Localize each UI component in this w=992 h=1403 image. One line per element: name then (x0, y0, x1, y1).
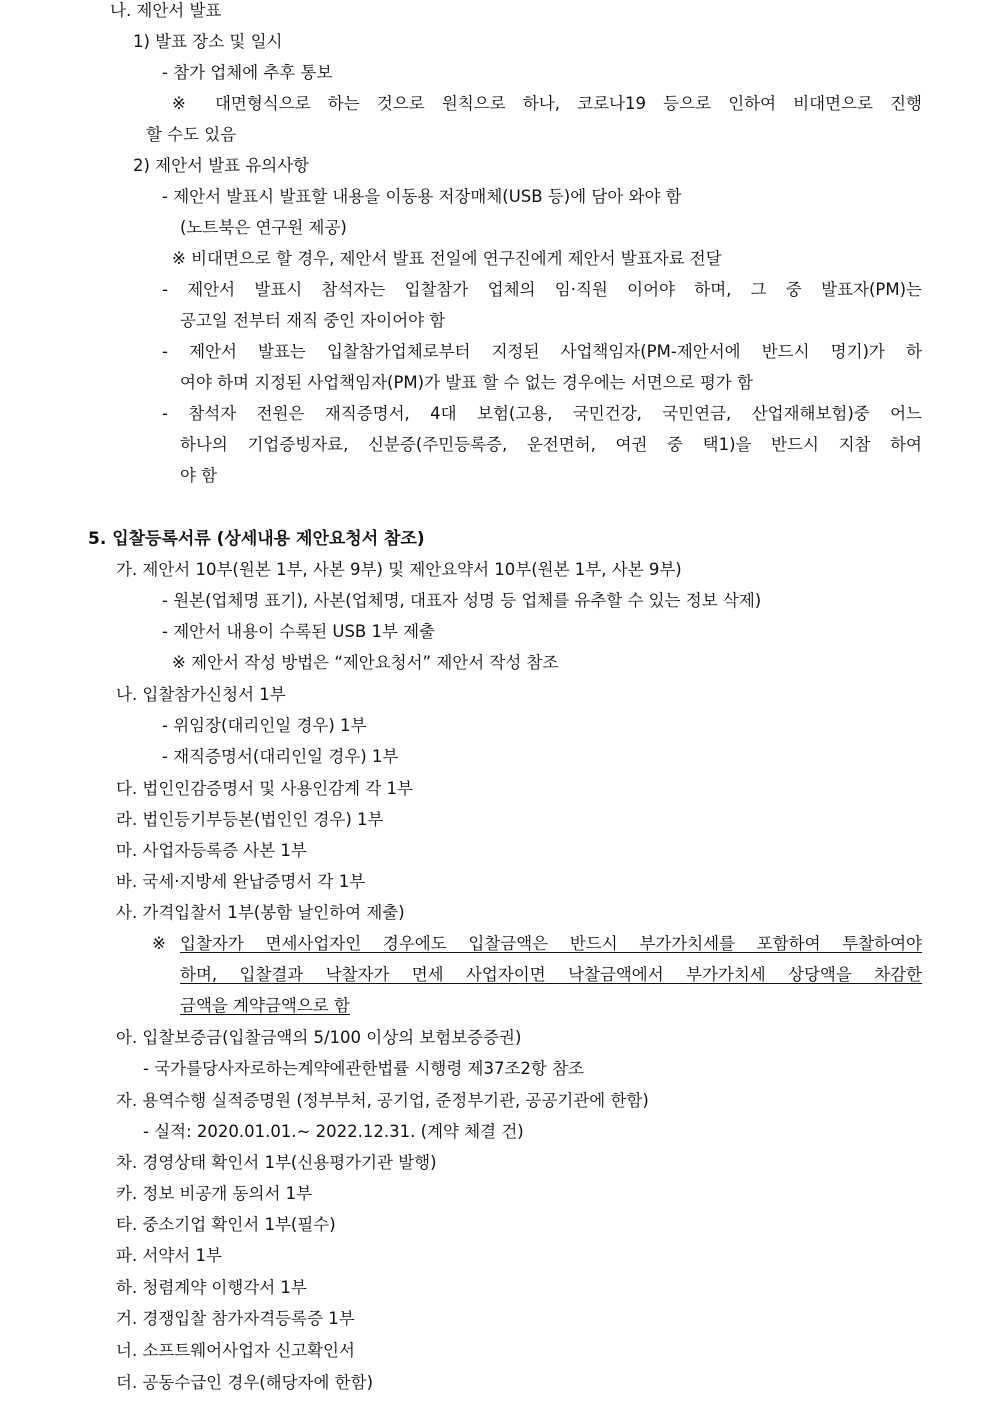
item-ta: 타. 중소기업 확인서 1부(필수) (116, 1215, 336, 1234)
item2-note1: ※ 비대면으로 할 경우, 제안서 발표 전일에 연구진에게 제안서 발표자료 전달 (172, 249, 722, 268)
item2-dash4-line3: 야 함 (180, 466, 218, 485)
item-ga-dash2: - 제안서 내용이 수록된 USB 1부 제출 (162, 622, 436, 641)
item-na-title: 나. 입찰참가신청서 1부 (116, 685, 286, 704)
item-ga-title: 가. 제안서 10부(원본 1부, 사본 9부) 및 제안요약서 10부(원본 1부, 사본 9부) (116, 560, 682, 579)
item-ka: 카. 정보 비공개 동의서 1부 (116, 1184, 313, 1203)
item-ma: 마. 사업자등록증 사본 1부 (116, 841, 307, 860)
item-deo: 더. 공동수급인 경우(해당자에 한함) (116, 1373, 373, 1392)
item1-note-line1: ※ 대면형식으로 하는 것으로 원칙으로 하나, 코로나19 등으로 인하여 비대면으로 진행 (172, 94, 922, 113)
item-ba: 바. 국세·지방세 완납증명서 각 1부 (116, 872, 366, 891)
item-geo: 거. 경쟁입찰 참가자격등록증 1부 (116, 1309, 355, 1328)
item1-note-line2: 할 수도 있음 (146, 125, 237, 144)
item-ga-dash1: - 원본(업체명 표기), 사본(업체명, 대표자 성명 등 업체를 유추할 수 있는 정보 삭제) (162, 591, 762, 610)
item-na-dash2: - 재직증명서(대리인일 경우) 1부 (162, 747, 399, 766)
item-pa: 파. 서약서 1부 (116, 1246, 222, 1265)
section-na-title: 나. 제안서 발표 (110, 1, 222, 20)
item-a-dash1: - 국가를당사자로하는계약에관한법률 시행령 제37조2항 참조 (143, 1059, 584, 1078)
item-ja-title: 자. 용역수행 실적증명원 (정부부처, 공기업, 준정부기관, 공공기관에 한함) (116, 1091, 649, 1110)
item2-dash3-line2: 여야 하며 지정된 사업책임자(PM)가 발표 할 수 없는 경우에는 서면으로 평가 함 (180, 373, 753, 392)
item-sa-note-line3: 금액을 계약금액으로 함 (180, 996, 350, 1015)
item-a-title: 아. 입찰보증금(입찰금액의 5/100 이상의 보험보증증권) (116, 1028, 522, 1047)
item2-dash3-line1: - 제안서 발표는 입찰참가업체로부터 지정된 사업책임자(PM-제안서에 반드시 명기)가 하 (162, 342, 922, 361)
item-neo: 너. 소프트웨어사업자 신고확인서 (116, 1341, 355, 1360)
item2-title: 2) 제안서 발표 유의사항 (133, 156, 310, 175)
item-ja-dash1: - 실적: 2020.01.01.~ 2022.12.31. (계약 체결 건) (143, 1122, 524, 1141)
item-ra: 라. 법인등기부등본(법인인 경우) 1부 (116, 810, 384, 829)
item2-dash2-line2: 공고일 전부터 재직 중인 자이어야 함 (180, 311, 446, 330)
item2-dash2-line1: - 제안서 발표시 참석자는 입찰참가 업체의 임·직원 이어야 하며, 그 중 발표자(PM)는 (162, 280, 922, 299)
item1-title: 1) 발표 장소 및 일시 (133, 32, 283, 51)
section5-heading: 5. 입찰등록서류 (상세내용 제안요청서 참조) (88, 529, 425, 549)
item-sa-title: 사. 가격입찰서 1부(봉함 날인하여 제출) (116, 903, 405, 922)
item-na-dash1: - 위임장(대리인일 경우) 1부 (162, 716, 367, 735)
item2-dash4-line1: - 참석자 전원은 재직증명서, 4대 보험(고용, 국민건강, 국민연금, 산업재해보험)중 어느 (162, 404, 922, 423)
item-sa-note-line1: 입찰자가 면세사업자인 경우에도 입찰금액은 반드시 부가가치세를 포함하여 투찰하여야 (180, 934, 922, 953)
item2-dash1-line2: (노트북은 연구원 제공) (180, 218, 347, 237)
item-sa-note-line2: 하며, 입찰결과 낙찰자가 면세 사업자이면 낙찰금액에서 부가가치세 상당액을 차감한 (180, 965, 922, 984)
item-cha: 차. 경영상태 확인서 1부(신용평가기관 발행) (116, 1153, 437, 1172)
item-ga-note: ※ 제안서 작성 방법은 “제안요청서” 제안서 작성 참조 (172, 653, 559, 672)
item2-dash1-line1: - 제안서 발표시 발표할 내용을 이동용 저장매체(USB 등)에 담아 와야 함 (162, 187, 682, 206)
item-ha: 하. 청렴계약 이행각서 1부 (116, 1278, 307, 1297)
item-da: 다. 법인인감증명서 및 사용인감계 각 1부 (116, 779, 413, 798)
item-sa-note-mark: ※ (152, 934, 166, 953)
item2-dash4-line2: 하나의 기업증빙자료, 신분증(주민등록증, 운전면허, 여권 중 택1)을 반드시 지참 하여 (180, 435, 922, 454)
item1-dash1: - 참가 업체에 추후 통보 (162, 63, 333, 82)
